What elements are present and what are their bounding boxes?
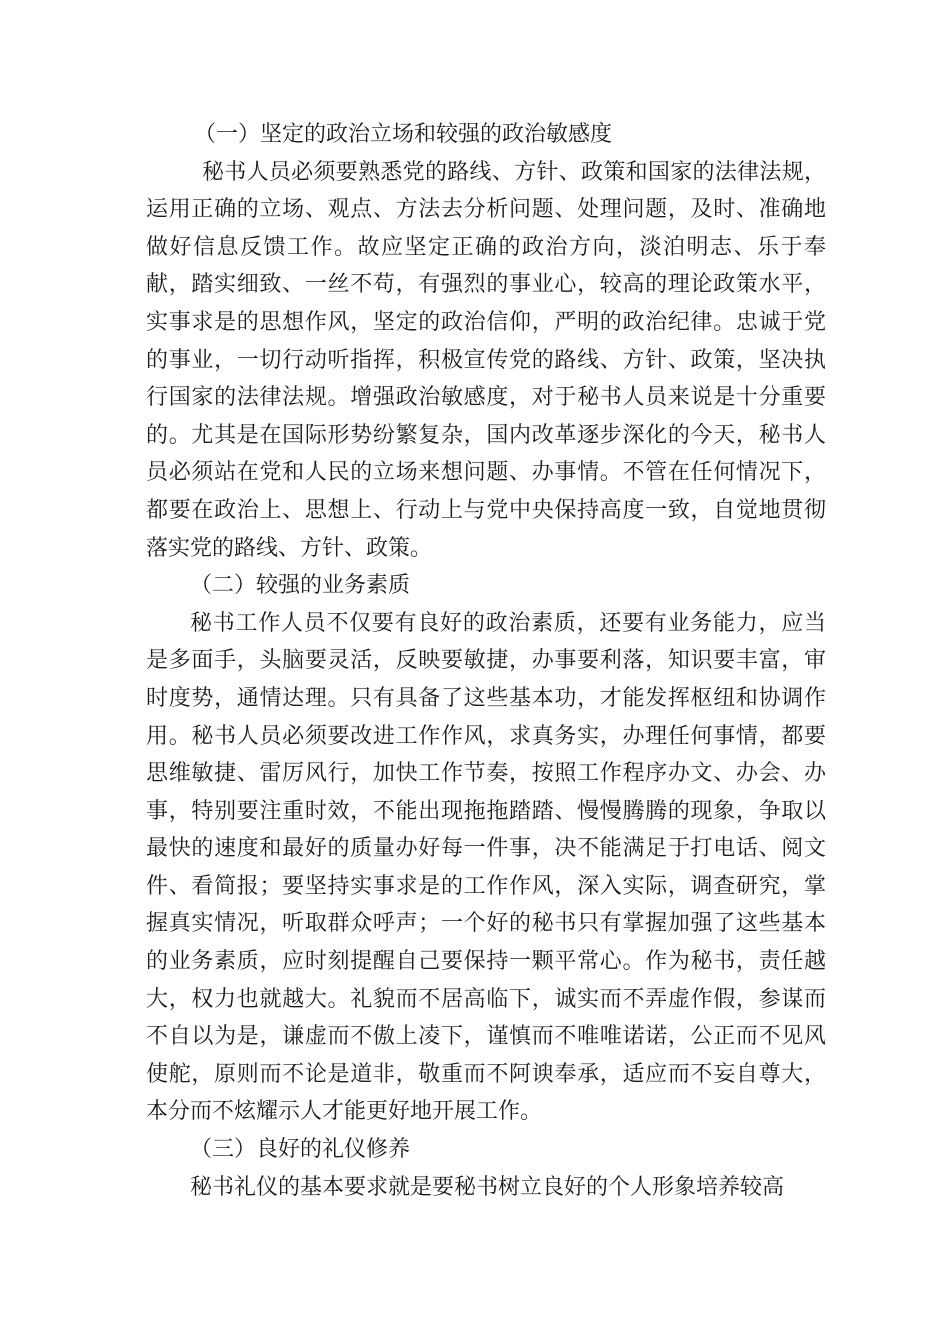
section-paragraph-2: 秘书工作人员不仅要有良好的政治素质，还要有业务能力，应当是多面手，头脑要灵活，反映要敏捷，办事要利落，知识要丰富，审时度势，通情达理。只有具备了这些基本功，才能发挥枢纽和协调作用。秘书人员必须要改进工作作风，求真务实，办理任何事情，都要思维敏捷、雷厉风行，加快工作节奏，按照工作程序办文、办会、办事，特别要注重时效，不能出现拖拖踏踏、慢慢腾腾的现象，争取以最快的速度和最好的质量办好每一件事，决不能满足于打电话、阅文件、看简报；要坚持实事求是的工作作风，深入实际，调查研究，掌握真实情况，听取群众呼声；一个好的秘书只有掌握加强了这些基本的业务素质，应时刻提醒自己要保持一颗平常心。作为秘书，责任越大，权力也就越大。礼貌而不居高临下，诚实而不弄虚作假，参谋而不自以为是，谦虚而不傲上凌下，谨慎而不唯唯诺诺，公正而不见风使舵，原则而不论是道非，敬重而不阿谀奉承，适应而不妄自尊大，本分而不炫耀示人才能更好地开展工作。 <box>146 610 826 1125</box>
section-paragraph-3: 秘书礼仪的基本要求就是要秘书树立良好的个人形象培养较高 <box>190 1174 785 1200</box>
section-heading-2: （二）较强的业务素质 <box>190 573 411 599</box>
section-heading-3: （三）良好的礼仪修养 <box>190 1137 411 1163</box>
document-body <box>146 116 826 1206</box>
section-paragraph-1: 秘书人员必须要熟悉党的路线、方针、政策和国家的法律法规，运用正确的立场、观点、方法去分析问题、处理问题，及时、准确地做好信息反馈工作。故应坚定正确的政治方向，淡泊明志、乐于奉献，踏实细致、一丝不苟，有强烈的事业心，较高的理论政策水平，实事求是的思想作风，坚定的政治信仰，严明的政治纪律。忠诚于党的事业，一切行动听指挥，积极宣传党的路线、方针、政策，坚决执行国家的法律法规。增强政治敏感度，对于秘书人员来说是十分重要的。尤其是在国际形势纷繁复杂，国内改革逐步深化的今天，秘书人员必须站在党和人民的立场来想问题、办事情。不管在任何情况下，都要在政治上、思想上、行动上与党中央保持高度一致，自觉地贯彻落实党的路线、方针、政策。 <box>146 159 826 561</box>
section-heading-1: （一）坚定的政治立场和较强的政治敏感度 <box>194 122 613 147</box>
